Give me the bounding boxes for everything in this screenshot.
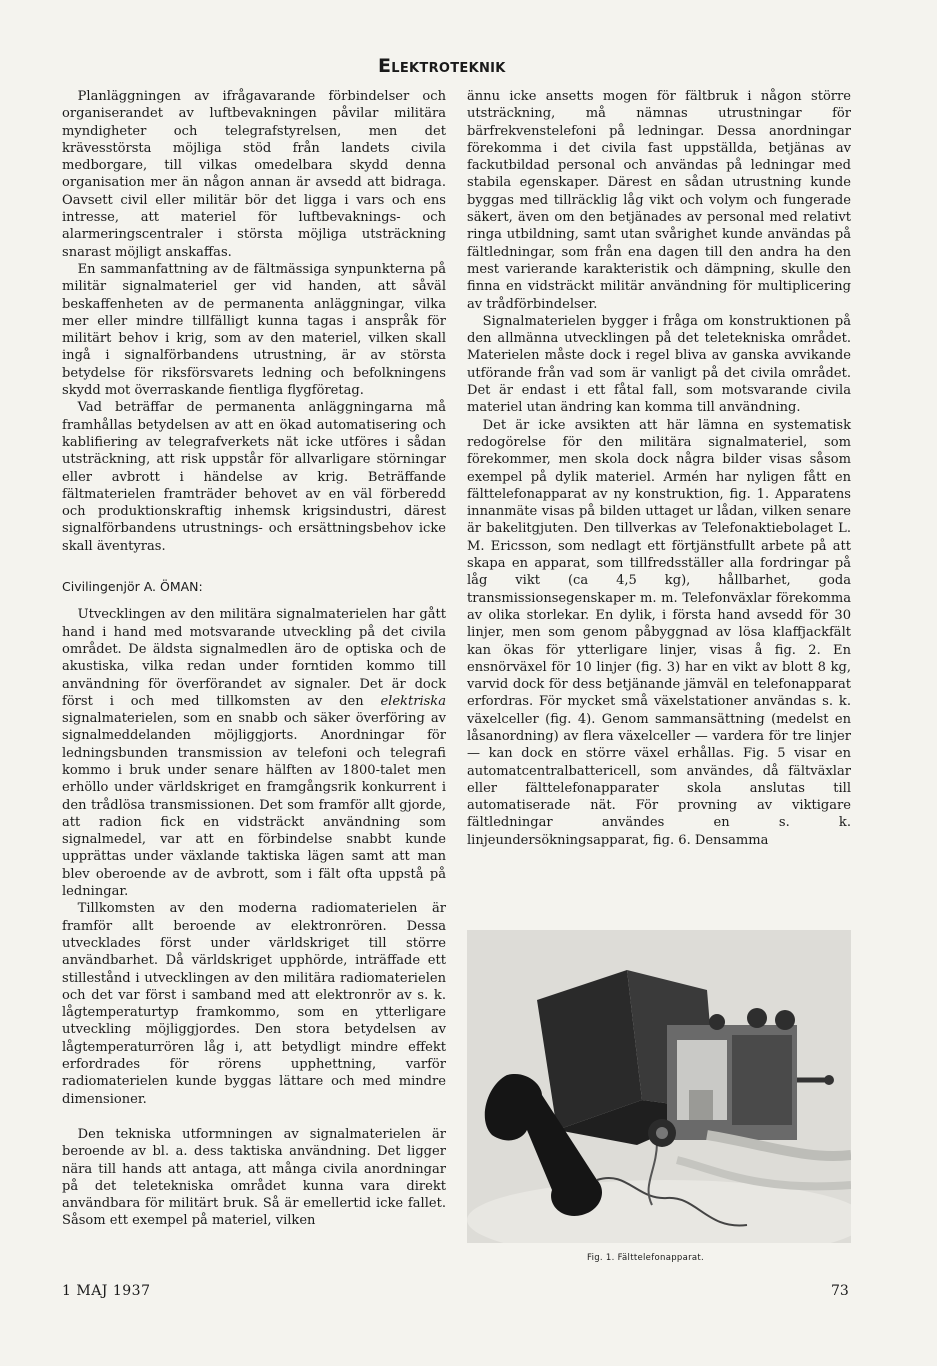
left-column	[62, 88, 446, 1230]
paragraph-text: Utvecklingen av den militära signalmaterielen har gått hand i hand med motsvarande utveckling på det civila området. De äldsta signalmedlen äro de optiska och de akustiska, vilka redan under forntiden kommo till användning för överförandet av signaler. Det är dock först i och med tillkomsten av den	[62, 607, 446, 709]
section-heading: Civilingenjör A. ÖMAN:	[62, 579, 203, 595]
paragraph: Planläggningen av ifrågavarande förbindelser och organiserandet av luftbevakningen påvilar militära myndigheter och telegrafstyrelsen, men det krävesstörsta möjliga stöd från landets civila medborgare, till vilkas omedelbara skydd denna organisation mer än någon annan är avsedd att bidraga. Oavsett civil eller militär bör det ligga i vars och ens intresse, att materiel för luftbevaknings- och alarmeringscentraler i största möjliga utsträckning snarast möjligt anskaffas.	[62, 89, 446, 260]
paragraph: En sammanfattning av de fältmässiga synpunkterna på militär signalmateriel ger vid handen, att såväl beskaffenheten av de permanenta anläggningar, vilka mer eller mindre tillfälligt kunna tagas i anspråk för militärt behov i krig, som av den materiel, vilken skall ingå i signalförbandens utrustning, är av största betydelse för riksförsvarets ledning och befolkningens skydd mot överraskande fientliga flygföretag.	[62, 261, 446, 399]
paragraph	[62, 606, 446, 900]
page-number: 73	[831, 1283, 849, 1299]
right-column	[467, 88, 851, 849]
paragraph-text: signalmaterielen, som en snabb och säker överföring av signalmeddelanden möjliggjorts. Anordningar för ledningsbunden transmission av telefoni och telegrafi kommo i bruk under senare hälften av 1800-talet men erhöllo under världskriget en framgångsrik konkurrent i den trådlösa transmissionen. Det som framför allt gjorde, att radion fick en vidsträckt användning som signalmedel, var att en förbindelse snabbt kunde upprättas under växlande taktiska lägen samt att man blev oberoende av de avbrott, som i fält ofta uppstå på ledningar.	[62, 711, 446, 900]
paragraph: ännu icke ansetts mogen för fältbruk i någon större utsträckning, må nämnas utrustningar för bärfrekvenstelefoni på ledningar. Dessa anordningar förekomma i det civila fast uppställda, betjänas av fackutbildad personal och användas på ledningar med stabila egenskaper. Därest en sådan utrustning kunde byggas med tillräcklig låg vikt och volym och fungerade säkert, även om den betjänades av personal med relativt ringa utbildning, samt utan svårighet kunde användas på fältledningar, som från ena dagen till den andra ha den mest varierande karakteristik och dämpning, skulle den finna en vidsträckt militär användning för multiplicering av trådförbindelser.	[467, 89, 851, 312]
italic-term: elektriska	[380, 693, 446, 709]
paragraph: Vad beträffar de permanenta anläggningarna må framhållas betydelsen av att en ökad automatisering och kablifiering av telegrafverkets nät icke utföres i sådan utsträckning, att risk uppstår för allvarligare störningar eller avbrott i händelse av krig. Beträffande fältmaterielen framträder behovet av en väl förberedd och produktionskraftig inhemsk krigsindustri, därest signalförbandens utrustnings- och ersättningsbehov icke skall äventyras.	[62, 400, 446, 554]
paragraph: Det är icke avsikten att här lämna en systematisk redogörelse för den militära signalmateriel, som förekommer, men skola dock några bilder visas såsom exempel på dylik materiel. Armén har nyligen fått en fälttelefonapparat av ny konstruktion, fig. 1. Apparatens innanmäte visas på bilden uttaget ur lådan, vilken senare är bakelitgjuten. Den tillverkas av Telefonaktiebolaget L. M. Ericsson, som nedlagt ett förtjänstfullt arbete på att skapa en apparat, som tillfredsställer alla fordringar på låg vikt (ca 4,5 kg), hållbarhet, goda transmissionsegenskaper m. m. Telefonväxlar förekomma av olika storlekar. En dylik, i första hand avsedd för 30 linjer, men som genom påbyggnad av lösa klaffjackfält kan ökas för ytterligare linjer, visas å fig. 2. En ensnörväxel för 10 linjer (fig. 3) har en vikt av blott 8 kg, varvid dock för dess betjänande jämväl en telefonapparat erfordras. För mycket små växelstationer användas s. k. växelceller (fig. 4). Genom sammansättning (medelst en låsanordning) av flera växelceller — vardera för tre linjer — kan dock en större växel erhållas. Fig. 5 visar en automatcentralbattericell, som användes, då fältväxlar eller fälttelefonapparater skola anslutas till automatiserade nät. För provning av viktigare fältledningar användes en s. k. linjeundersökningsapparat, fig. 6. Densamma	[467, 417, 851, 848]
paragraph: Den tekniska utformningen av signalmaterielen är beroende av bl. a. dess taktiska användning. Det ligger nära till hands att antaga, att många civila anordningar på det teletekniska området kunna vara direkt användbara för militärt bruk. Så är emellertid icke fallet. Såsom ett exempel på materiel, vilken	[62, 1126, 446, 1229]
paragraph: Tillkomsten av den moderna radiomaterielen är framför allt beroende av elektronrören. Dessa utvecklades först under världskriget till större användbarhet. Då världskriget upphörde, inträffade ett stillestånd i utvecklingen av den militära radiomaterielen och det var först i samband med att elektronrör av s. k. lågtemperaturtyp framkommo, som en ytterligare utveckling möjliggjordes. Den stora betydelsen av lågtemperaturrören låg i, att betydligt mindre effekt erfordrades för rörens upphettning, varför radiomaterielen kunde byggas lättare och med mindre dimensioner.	[62, 901, 446, 1107]
issue-date: 1 MAJ 1937	[62, 1283, 151, 1299]
field-telephone-illustration	[467, 930, 851, 1243]
page-header: Elektroteknik	[378, 55, 506, 77]
figure-caption: Fig. 1. Fälttelefonapparat.	[587, 1253, 705, 1263]
paragraph-gap	[62, 1108, 446, 1126]
paragraph: Signalmaterielen bygger i fråga om konstruktionen på den allmänna utvecklingen på det teletekniska området. Materielen måste dock i regel bliva av ganska avvikande utförande från vad som är vanligt på det civila området. Det är endast i ett fåtal fall, som motsvarande civila materiel utan ändring kan komma till användning.	[467, 313, 851, 416]
figure-field-telephone-photo	[467, 930, 851, 1243]
